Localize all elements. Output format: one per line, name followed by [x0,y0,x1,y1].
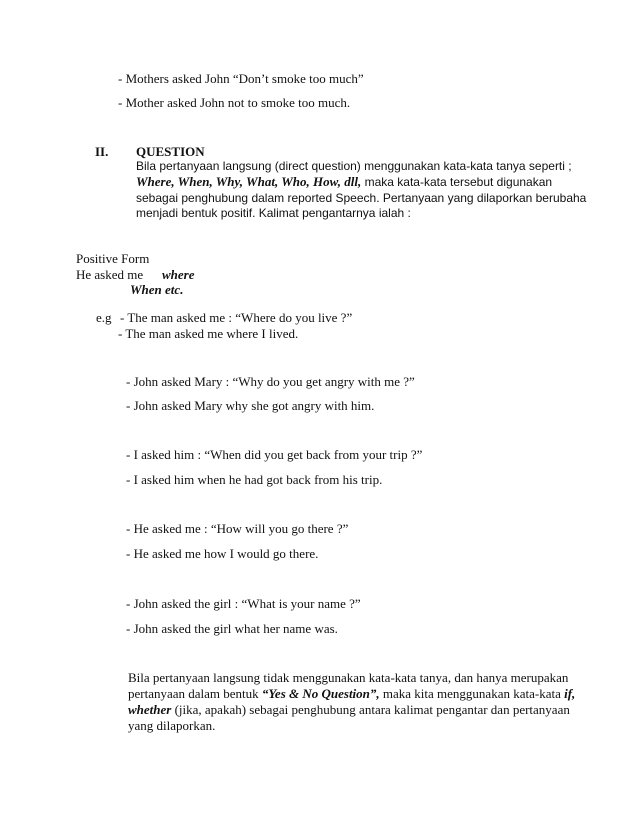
pair-3-direct: - He asked me : “How will you go there ?” [126,521,349,536]
closing-line-2 [128,686,575,702]
example-prefix: e.g [96,310,112,325]
section-para-line-2 [136,174,552,190]
closing-line-1: Bila pertanyaan langsung tidak menggunakan kata-kata tanya, dan hanya merupakan [128,670,569,685]
example-reported: - The man asked me where I lived. [118,326,299,341]
section-heading: QUESTION [136,144,205,159]
positive-form-line-1: He asked me [76,267,144,282]
closing-line-2-a: pertanyaan dalam bentuk [128,686,262,701]
section-number: II. [95,144,109,159]
example-direct: - The man asked me : “Where do you live ?” [120,310,353,325]
section-para-line-1: Bila pertanyaan langsung (direct question) menggunakan kata-kata tanya seperti ; [136,159,572,173]
whether-term: whether [128,702,172,717]
pair-2-reported: - I asked him when he had got back from his trip. [126,472,383,487]
positive-form-line-2: When etc. [130,282,184,297]
question-words: Where, When, Why, What, Who, How, dll, [136,174,362,189]
section-para-line-4: menjadi bentuk positif. Kalimat pengantarnya ialah : [136,206,411,220]
section-para-line-3: sebagai penghubung dalam reported Speech. Pertanyaan yang dilaporkan berubaha [136,191,587,205]
pair-1-reported: - John asked Mary why she got angry with him. [126,398,375,413]
pair-2-direct: - I asked him : “When did you get back from your trip ?” [126,447,423,462]
pair-4-reported: - John asked the girl what her name was. [126,621,338,636]
closing-line-3 [128,702,570,718]
section-para-line-2-rest: maka kata-kata tersebut digunakan [361,175,553,189]
closing-line-3-rest: (jika, apakah) sebagai penghubung antara kalimat pengantar dan pertanyaan [171,702,570,717]
pair-1-direct: - John asked Mary : “Why do you get angry with me ?” [126,374,415,389]
yes-no-question-term: “Yes & No Question”, [261,686,380,701]
mother-reported-line: - Mother asked John not to smoke too much. [118,95,351,110]
positive-form-title: Positive Form [76,251,150,266]
pair-4-direct: - John asked the girl : “What is your name ?” [126,596,361,611]
pair-3-reported: - He asked me how I would go there. [126,546,319,561]
if-term: if, [564,686,576,701]
positive-form-where: where [162,267,195,282]
mother-direct-line: - Mothers asked John “Don’t smoke too much” [118,71,364,86]
closing-line-2-c: maka kita menggunakan kata-kata [379,686,565,701]
closing-line-4: yang dilaporkan. [128,718,216,733]
